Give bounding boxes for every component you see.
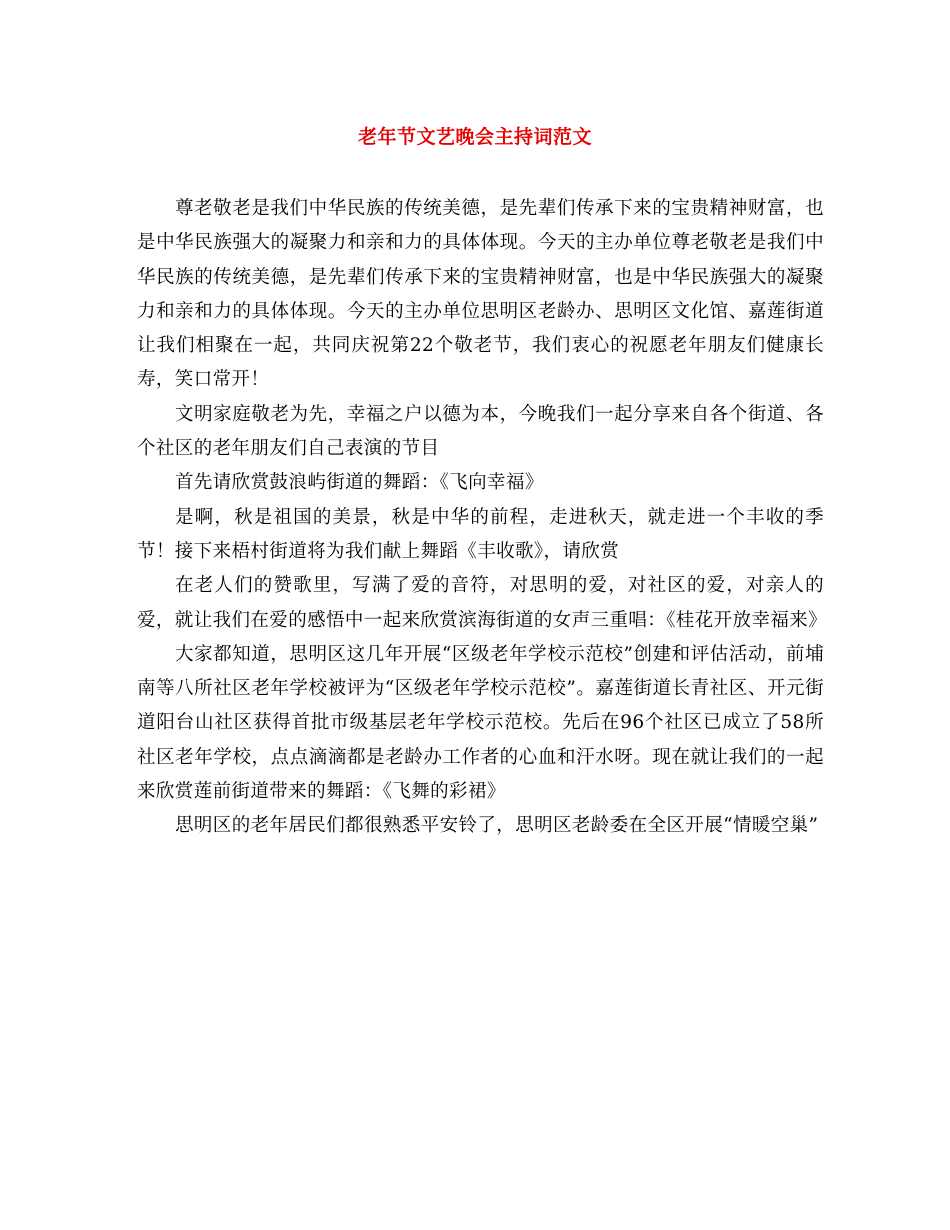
paragraph: 尊老敬老是我们中华民族的传统美德，是先辈们传承下来的宝贵精神财富，也是中华民族强大的凝聚力和亲和力的具体体现。今天的主办单位尊老敬老是我们中华民族的传统美德，是先辈们传承下来的宝贵精神财富，也是中华民族强大的凝聚力和亲和力的具体体现。今天的主办单位思明区老龄办、思明区文化馆、嘉莲街道让我们相聚在一起，共同庆祝第22个敬老节，我们衷心的祝愿老年朋友们健康长寿，笑口常开！ [137, 198, 824, 391]
document-title: 老年节文艺晚会主持词范文 [357, 126, 592, 148]
paragraph: 文明家庭敬老为先，幸福之户以德为本，今晚我们一起分享来自各个街道、各个社区的老年朋友们自己表演的节目 [137, 403, 824, 460]
paragraph: 思明区的老年居民们都很熟悉平安铃了，思明区老龄委在全区开展“情暖空巢” [175, 815, 819, 837]
document-body [137, 192, 828, 844]
paragraph: 大家都知道，思明区这几年开展“区级老年学校示范校”创建和评估活动，前埔南等八所社区老年学校被评为“区级老年学校示范校”。嘉莲街道长青社区、开元街道阳台山社区获得首批市级基层老年学校示范校。先后在96个社区已成立了58所社区老年学校，点点滴滴都是老龄办工作者的心血和汗水呀。现在就让我们的一起来欣赏莲前街道带来的舞蹈：《飞舞的彩裙》 [137, 643, 824, 803]
paragraph: 在老人们的赞歌里，写满了爱的音符，对思明的爱，对社区的爱，对亲人的爱，就让我们在爱的感悟中一起来欣赏滨海街道的女声三重唱：《桂花开放幸福来》 [137, 575, 828, 631]
paragraph: 是啊，秋是祖国的美景，秋是中华的前程，走进秋天，就走进一个丰收的季节！接下来梧村街道将为我们献上舞蹈《丰收歌》，请欣赏 [137, 506, 824, 562]
paragraph: 首先请欣赏鼓浪屿街道的舞蹈：《飞向幸福》 [175, 472, 544, 494]
